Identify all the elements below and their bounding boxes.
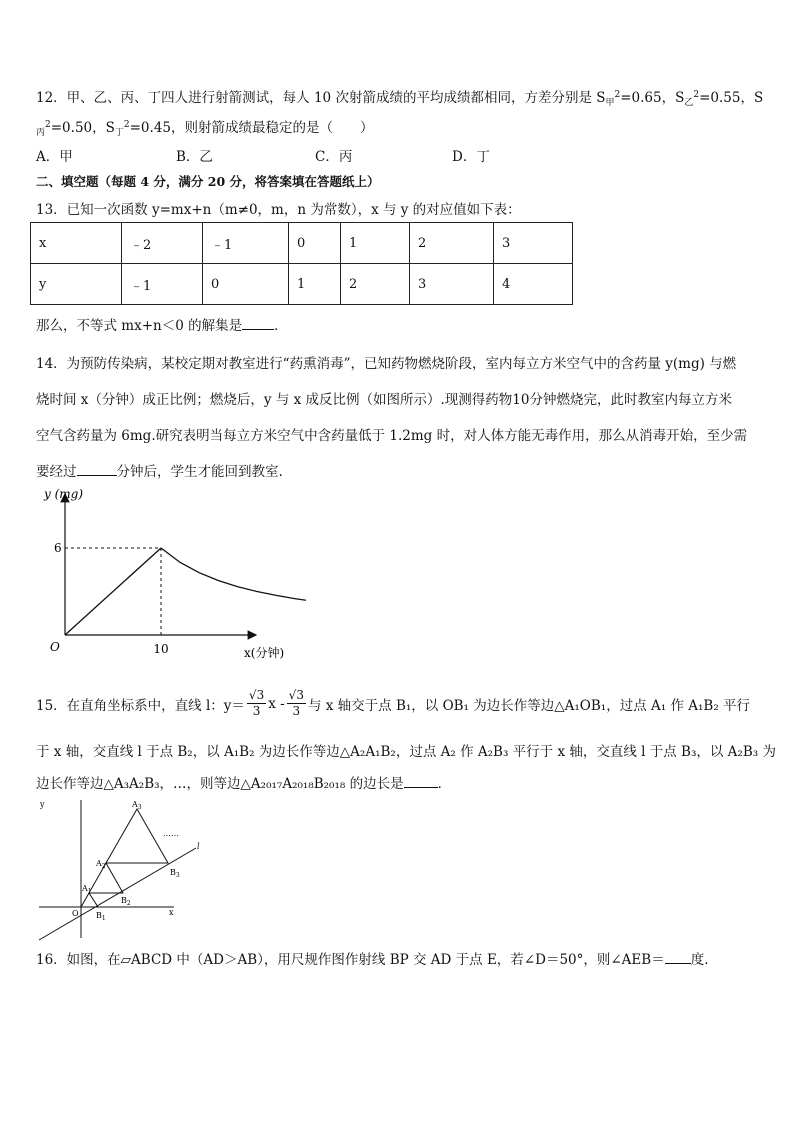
table-cell: ﹣1	[122, 264, 203, 305]
table-cell: y	[31, 264, 122, 305]
series-burning-line	[65, 548, 161, 635]
answer-blank	[77, 463, 117, 476]
fig-label-a1: $A_1$	[82, 884, 92, 895]
fraction: $\frac{√3}{3}$	[288, 688, 304, 718]
fig-x-label: x	[169, 908, 174, 917]
answer-blank	[665, 951, 691, 964]
q12-option-c: C．丙	[315, 149, 353, 165]
fig-label-b2: $B_2$	[121, 896, 131, 907]
table-row	[31, 223, 573, 264]
fig-y-label: y	[40, 800, 45, 809]
y-axis-label: y (mg)	[44, 487, 84, 501]
table-cell: ﹣2	[122, 223, 203, 264]
table-cell: 2	[410, 223, 494, 264]
table-cell: 3	[410, 264, 494, 305]
q13-text: 13．已知一次函数 y=mx+n（m≠0，m，n 为常数），x 与 y 的对应值如下表：	[36, 202, 521, 218]
fig-label-b1: $B_1$	[96, 911, 106, 922]
q15-line3: 边长作等边△A₃A₂B₃，…，则等边△A₂₀₁₇A₂₀₁₈B₂₀₁₈ 的边长是 ．	[36, 776, 452, 792]
table-cell: 0	[203, 264, 289, 305]
table-cell: 4	[494, 264, 573, 305]
q14-line3: 空气含药量为 6mg.研究表明当每立方米空气中含药量低于 1.2mg 时，对人体方能无毒作用，那么从消毒开始，至少需	[36, 428, 748, 444]
x-axis-label: x(分钟)	[244, 646, 285, 660]
q15-figure	[36, 796, 202, 942]
x-tick-label: 10	[153, 642, 169, 656]
q12-line2: $_丙^2$=0.50，$S_丁^2=0.45$，则射箭成绩最稳定的是（ ）	[36, 120, 374, 138]
table-row	[31, 264, 573, 305]
table-cell: 1	[341, 223, 410, 264]
q14-chart	[36, 484, 306, 666]
q12-line1: 12．甲、乙、丙、丁四人进行射箭测试，每人 10 次射箭成绩的平均成绩都相同，方差分别是 $S_甲^2=0.65$，$S_乙^2=0.55$，S	[36, 90, 764, 108]
table-cell: 2	[341, 264, 410, 305]
table-cell: 0	[289, 223, 341, 264]
table-cell: 1	[289, 264, 341, 305]
answer-blank	[242, 317, 274, 330]
q16-text: 16．如图，在▱ABCD 中（AD＞AB），用尺规作图作射线 BP 交 AD 于点 E，若∠D＝50°，则∠AEB＝ 度.	[36, 952, 709, 968]
q12-option-d: D．丁	[452, 149, 490, 165]
answer-blank	[404, 775, 438, 788]
fig-origin-label: O	[72, 909, 79, 918]
triangle-1	[81, 893, 98, 907]
triangle-3	[106, 809, 168, 863]
q14-line2: 烧时间 x（分钟）成正比例；燃烧后，y 与 x 成反比例（如图所示）.现测得药物10分钟燃烧完，此时教室内每立方米	[36, 392, 732, 408]
fig-l-label: l	[197, 842, 200, 851]
q15-line2: 于 x 轴，交直线 l 于点 B₂，以 A₁B₂ 为边长作等边△A₂A₁B₂，过点 A₂ 作 A₂B₃ 平行于 x 轴，交直线 l 于点 B₃，以 A₂B₃ 为	[36, 744, 776, 760]
line-l	[39, 848, 196, 940]
fig-dots: ……	[163, 829, 179, 838]
q15-line1: 15．在直角坐标系中，直线 l：y＝ $\frac{√3}{3}$ x - $\frac{√3}{3}$ 与 x 轴交于点 B₁，以 OB₁ 为边长作等边△A₁OB₁，过点 A₁ 作 A₁B₂ 平行	[36, 688, 751, 718]
q13-value-table	[30, 222, 573, 305]
triangle-2	[89, 863, 123, 893]
table-cell: x	[31, 223, 122, 264]
fraction: $\frac{√3}{3}$	[248, 688, 265, 718]
fig-label-a3: $A_3$	[132, 800, 142, 811]
section-heading: 二、填空题（每题 4 分，满分 20 分，将答案填在答题纸上）	[36, 174, 380, 189]
q12-option-b: B．乙	[176, 149, 213, 165]
y-tick-label: 6	[54, 541, 62, 555]
table-cell: 3	[494, 223, 573, 264]
q13-after: 那么，不等式 mx+n＜0 的解集是 ．	[36, 318, 288, 334]
fig-label-b3: $B_3$	[170, 868, 180, 879]
q12-option-a: A．甲	[36, 149, 73, 165]
q14-line4: 要经过 分钟后，学生才能回到教室.	[36, 464, 283, 480]
table-cell: ﹣1	[203, 223, 289, 264]
series-after-curve	[161, 548, 306, 606]
q14-line1: 14．为预防传染病，某校定期对教室进行“药熏消毒”，已知药物燃烧阶段，室内每立方米空气中的含药量 y(mg) 与燃	[36, 356, 737, 372]
fig-label-a2: $A_2$	[96, 859, 106, 870]
origin-label: O	[50, 640, 60, 654]
